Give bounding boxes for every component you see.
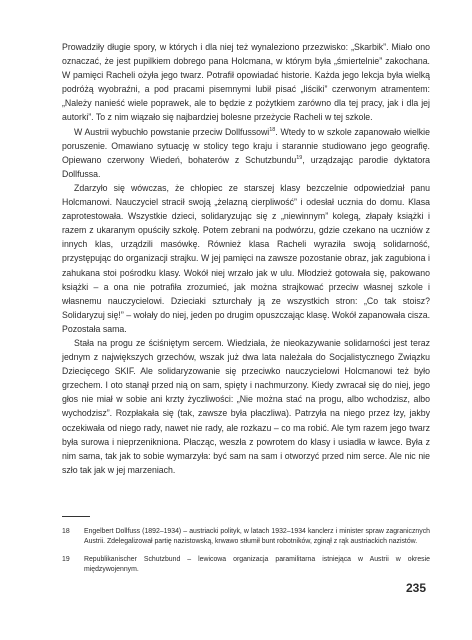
footnote-separator xyxy=(62,516,90,517)
paragraph xyxy=(62,40,430,125)
page-body xyxy=(62,40,430,477)
footnote-number: 18 xyxy=(62,528,70,535)
paragraph xyxy=(62,125,430,181)
footnotes xyxy=(62,527,430,583)
footnote-19 xyxy=(62,555,430,575)
page-number: 235 xyxy=(406,581,427,595)
paragraph-text: W Austrii wybuchło powstanie przeciw Dollfussowi xyxy=(74,126,270,137)
footnote-reference: 19 xyxy=(296,154,303,161)
paragraph-text: Prowadziły długie spory, w których i dla niej też wynaleziono przezwisko: „Skarbik”. Miało ono oznaczać, że jest pupilkiem dobrego pana Holcmana, w którym była „śmiertelnie” zakochana. W pamięci Racheli ożyła jego twarz. Potrafił opowiadać historie. Każda jego lekcja była wielką podróżą wyobraźni, a pod pracami pisemnymi lubił pisać „liściki” czerwonym atramentem: „Należy nanieść wiele poprawek, ale to będzie z pożytkiem zarówno dla tej pracy, jak i dla jej autorki”. To z nim wiązało się najbardziej bolesne przeżycie Racheli w tej szkole. xyxy=(62,42,430,123)
paragraph-text: Stała na progu ze ściśniętym sercem. Wiedziała, że nieokazywanie solidarności jest teraz jednym z największych grzechów, wszak już dwa lata należała do Socjalistycznego Związku Dziecięcego SKIF. Ale solidaryzowanie się przeciwko nauczycielowi Holcmanowi też było grzechem. I oto stanął przed nią on sam, spięty i nachmurzony. Kiedy zwracał się do niej, jego głos nie miał w sobie ani krzty życzliwości: „Nie można stać na progu, albo wchodzisz, albo wychodzisz”. Rozpłakała się (tak, zawsze była płaczliwa). Patrzyła na niego przez łzy, jakby oczekiwała od niego rady, nawet nie rady, ale rozkazu – co ma robić. Ale tym razem jego twarz była surowa i nieprzenikniona. Płacząc, weszła z powrotem do klasy i usiadła w ławce. Była z nim sama, tak jak to sobie wymarzyła: być sam na sam i otworzyć przed nim serce. Ale nic nie szło tak jak w jej marzeniach. xyxy=(62,337,430,475)
paragraph xyxy=(62,181,430,336)
footnote-text: Republikanischer Schutzbund – lewicowa organizacja paramilitarna istniejąca w Austrii w okresie międzywojennym. xyxy=(84,556,430,573)
paragraph xyxy=(62,336,430,477)
footnote-text: Engelbert Dollfuss (1892–1934) – austriacki polityk, w latach 1932–1934 kanclerz i minister spraw zagranicznych Austrii. Zdelegalizował partię nazistowską, krwawo stłumił bunt robotników, zginął z rąk austriackich nazistów. xyxy=(84,528,430,545)
footnote-number: 19 xyxy=(62,556,70,563)
body-text xyxy=(62,40,430,477)
paragraph-text: . Wtedy to w szkole zapanowało wielkie poruszenie. Omawiano sytuację w stolicy tego kraju i starannie studiowano jego geografię. Opiewano czerwony Wiedeń, bohaterów z Schutzbundu xyxy=(62,126,430,165)
paragraph-text: Zdarzyło się wówczas, że chłopiec ze starszej klasy bezczelnie odpowiedział panu Holcmanowi. Nauczyciel stracił swoją „żelazną cierpliwość” i odesłał ucznia do domu. Klasa zaprotestowała. Wszystkie dzieci, solidaryzując się z „niewinnym” kolegą, złapały książki i razem z ukaranym opuściły szkołę. Potem zebrani na podwórzu, gdzie czekano na uczniów z innych klas, urządzili masówkę. Również klasa Racheli wyraziła swoją solidarność, przystępując do organizacji strajku. W jej pamięci na zawsze pozostanie obraz, jak zagubiona i zahukana stoi pośrodku klasy. Wokół niej wrzało jak w ulu. Młodzież gotowała się, pakowano książki – a ona nie potrafiła zrozumieć, jak można strajkować przeciw własnej szkole i własnemu nauczycielowi. Dzieciaki szturchały ją ze wszystkich stron: „Co tak stoisz? Solidaryzuj się!” – wołały do niej, jeden po drugim opuszczając klasę. Wokół zapanowała cisza. Pozostała sama. xyxy=(62,182,431,334)
paragraph-text: , urządzając parodie dyktatora Dollfussa. xyxy=(62,154,430,179)
footnote-18 xyxy=(62,527,430,547)
footnote-reference: 18 xyxy=(269,126,276,133)
